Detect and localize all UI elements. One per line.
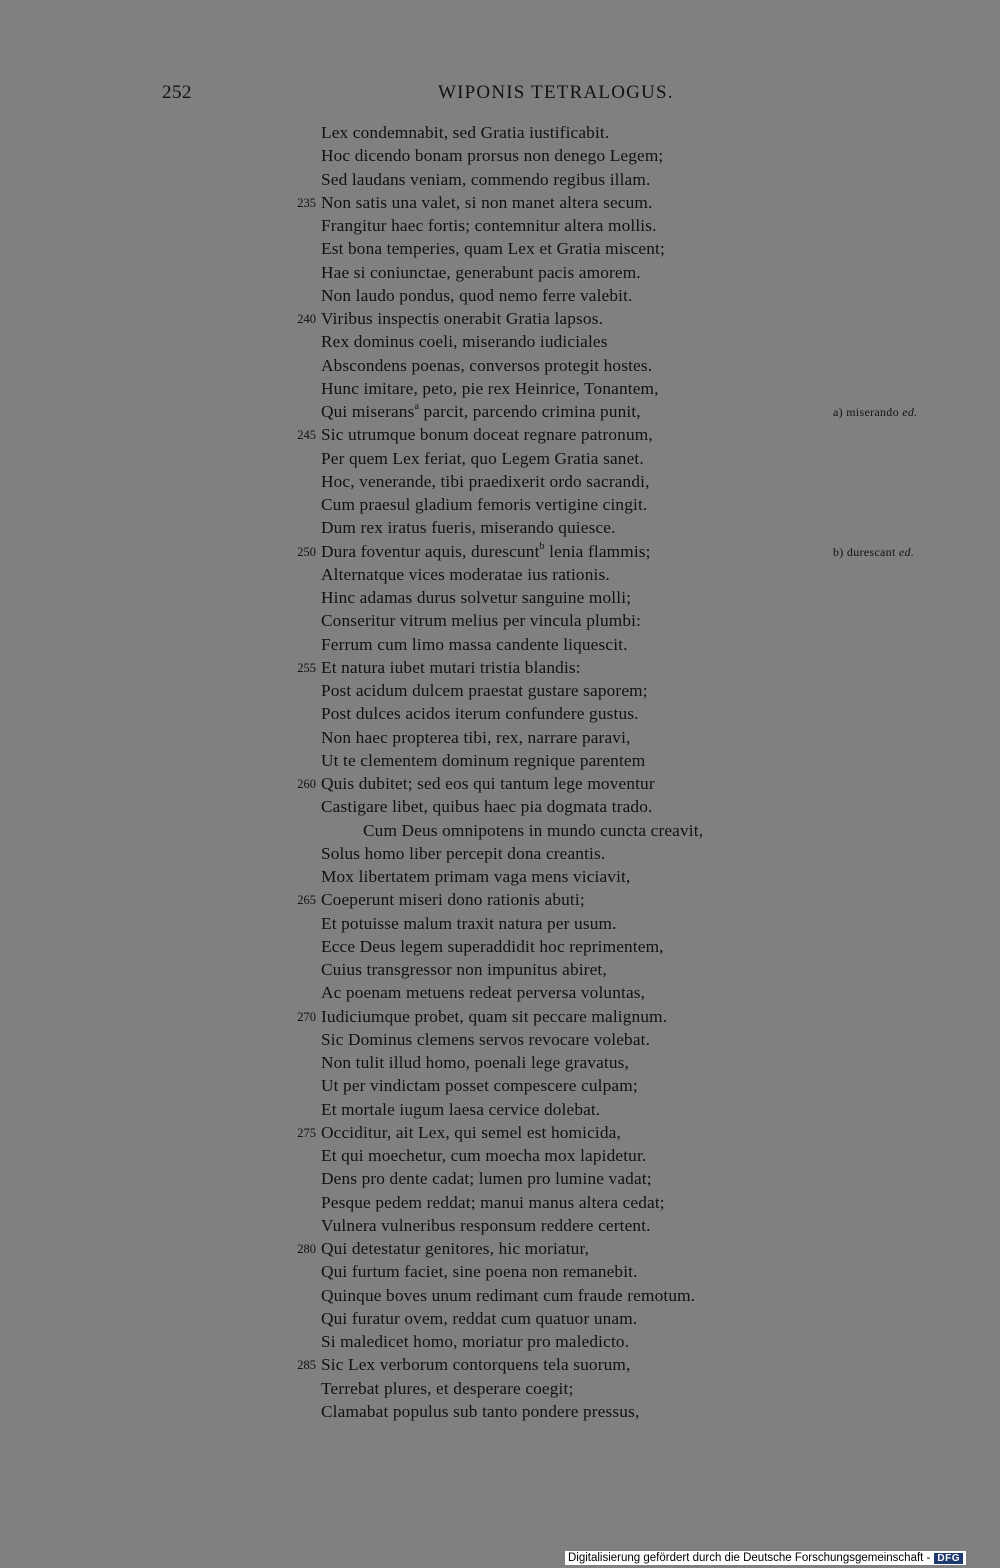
verse-line	[0, 1121, 1000, 1144]
verse-line	[0, 772, 1000, 795]
line-number: 265	[297, 893, 316, 908]
verse-text: Frangitur haec fortis; contemnitur altera mollis.	[321, 216, 657, 235]
verse-text: Hoc dicendo bonam prorsus non denego Legem;	[321, 146, 664, 166]
verse-line	[0, 795, 1000, 818]
line-number: 240	[297, 312, 316, 326]
verse-text: Si maledicet homo, moriatur pro maledicto.	[321, 1332, 630, 1351]
verse-line	[0, 214, 1000, 237]
verse-line	[0, 586, 1000, 609]
verse-text: Sic utrumque bonum doceat regnare patronum,	[321, 425, 653, 445]
footnote	[833, 541, 914, 564]
page-number: 252	[162, 82, 192, 103]
verse-text: Sed laudans veniam, commendo regibus illam.	[321, 169, 651, 189]
verse-text: Cum praesul gladium femoris vertigine cingit.	[321, 495, 648, 514]
verse-line	[0, 656, 1000, 679]
verse-line	[0, 1144, 1000, 1167]
verse-line	[0, 1284, 1000, 1307]
verse-line	[0, 1330, 1000, 1353]
verse-line	[0, 354, 1000, 377]
verse-line	[0, 470, 1000, 493]
verse-text: Occiditur, ait Lex, qui semel est homicida,	[321, 1122, 621, 1142]
verse-text: Est bona temperies, quam Lex et Gratia miscent;	[321, 239, 665, 259]
verse-text: Sic Dominus clemens servos revocare volebat.	[321, 1029, 651, 1049]
verse-line	[0, 1353, 1000, 1376]
verse-line	[0, 563, 1000, 586]
footer-credit	[565, 1551, 966, 1565]
verse-text: Hunc imitare, peto, pie rex Heinrice, Tonantem,	[321, 378, 659, 398]
verse-text: Et potuisse malum traxit natura per usum.	[321, 913, 617, 933]
verse-line	[0, 1167, 1000, 1190]
verse-line	[0, 819, 1000, 842]
verse-line	[0, 912, 1000, 935]
verse-line	[0, 516, 1000, 539]
verse-text: Hinc adamas durus solvetur sanguine molli;	[321, 588, 632, 607]
verse-text: Et natura iubet mutari tristia blandis:	[321, 657, 581, 677]
verse-line	[0, 447, 1000, 470]
verse-line	[0, 377, 1000, 400]
verse-text: Cuius transgressor non impunitus abiret,	[321, 960, 607, 979]
verse-line	[0, 307, 1000, 330]
verse-text: Dens pro dente cadat; lumen pro lumine vadat;	[321, 1169, 652, 1189]
running-title: WIPONIS TETRALOGUS.	[438, 82, 674, 103]
verse-text: Post dulces acidos iterum confundere gustus.	[321, 704, 639, 724]
footer-credit-text: Digitalisierung gefördert durch die Deutsche Forschungsgemeinschaft -	[567, 1552, 931, 1564]
line-number: 275	[297, 1125, 316, 1140]
verse-text: Cum Deus omnipotens in mundo cuncta creavit,	[363, 820, 704, 840]
footnote-source: ed.	[898, 544, 915, 559]
verse-line	[0, 1400, 1000, 1423]
verse-line	[0, 981, 1000, 1004]
footnote-source: ed.	[902, 405, 918, 419]
verse-text: Ut te clementem dominum regnique parentem	[321, 750, 646, 770]
line-number: 250	[297, 544, 316, 559]
verse-text: Qui furatur ovem, reddat cum quatuor unam.	[321, 1308, 638, 1328]
verse-text	[321, 540, 651, 563]
verse-line	[0, 400, 1000, 423]
verse-text: Pesque pedem reddat; manui manus altera cedat;	[321, 1192, 665, 1212]
verse-text-part: parcit, parcendo crimina punit,	[419, 402, 641, 421]
line-number: 270	[297, 1009, 316, 1024]
verse-text: Post acidum dulcem praestat gustare saporem;	[321, 681, 648, 700]
verse-line	[0, 423, 1000, 446]
verse-text: Coeperunt miseri dono rationis abuti;	[321, 890, 585, 910]
verse-line	[0, 1051, 1000, 1074]
verse-line	[0, 958, 1000, 981]
verse-text: Vulnera vulneribus responsum reddere certent.	[321, 1215, 651, 1235]
verse-text	[321, 400, 641, 423]
footnote	[833, 401, 917, 424]
line-number: 255	[297, 660, 316, 675]
verse-text: Dum rex iratus fueris, miserando quiesce.	[321, 518, 616, 538]
verse-line	[0, 284, 1000, 307]
verse-line	[0, 493, 1000, 516]
verse-text: Rex dominus coeli, miserando iudiciales	[321, 332, 608, 352]
verse-line	[0, 540, 1000, 563]
verse-text: Castigare libet, quibus haec pia dogmata trado.	[321, 797, 653, 817]
verse-line	[0, 1074, 1000, 1097]
page-header	[0, 82, 1000, 112]
verse-line	[0, 191, 1000, 214]
verse-text: Alternatque vices moderatae ius rationis.	[321, 564, 610, 584]
line-number: 285	[297, 1358, 316, 1373]
verse-line	[0, 1098, 1000, 1121]
line-number: 260	[297, 777, 316, 791]
footnote-marker: b	[539, 540, 545, 552]
verse-line	[0, 121, 1000, 144]
verse-line	[0, 144, 1000, 167]
verse-text: Lex condemnabit, sed Gratia iustificabit.	[321, 123, 610, 142]
verse-line	[0, 865, 1000, 888]
verse-text-part: Dura foventur aquis, durescunt	[321, 541, 540, 561]
verse-text: Iudiciumque probet, quam sit peccare malignum.	[321, 1006, 668, 1026]
verse-line	[0, 609, 1000, 632]
verse-text: Non tulit illud homo, poenali lege gravatus,	[321, 1053, 630, 1072]
verse-line	[0, 842, 1000, 865]
verse-text: Qui detestatur genitores, hic moriatur,	[321, 1239, 590, 1258]
verse-text: Ac poenam metuens redeat perversa voluntas,	[321, 983, 646, 1003]
verse-line	[0, 330, 1000, 353]
verse-line	[0, 702, 1000, 725]
footnote-label: a) miserando	[833, 405, 899, 419]
verse-text: Qui furtum faciet, sine poena non remanebit.	[321, 1262, 638, 1282]
verse-text: Clamabat populus sub tanto pondere pressus,	[321, 1401, 640, 1421]
verse-text: Quinque boves unum redimant cum fraude remotum.	[321, 1285, 696, 1305]
verse-text: Terrebat plures, et desperare coegit;	[321, 1378, 574, 1398]
verse-line	[0, 1377, 1000, 1400]
verse-line	[0, 633, 1000, 656]
verse-text: Ferrum cum limo massa candente liquescit.	[321, 634, 628, 654]
verse-text: Per quem Lex feriat, quo Legem Gratia sanet.	[321, 448, 644, 468]
verse-text: Sic Lex verborum contorquens tela suorum,	[321, 1355, 631, 1375]
line-number: 235	[297, 195, 316, 210]
verse-line	[0, 749, 1000, 772]
verse-text: Mox libertatem primam vaga mens viciavit,	[321, 867, 631, 886]
verse-text-part: lenia flammis;	[544, 541, 651, 561]
verse-line	[0, 1214, 1000, 1237]
verse-line	[0, 888, 1000, 911]
verse-text: Viribus inspectis onerabit Gratia lapsos.	[321, 309, 604, 328]
verse-text: Non satis una valet, si non manet altera secum.	[321, 192, 653, 212]
verse-text: Hae si coniunctae, generabunt pacis amorem.	[321, 262, 641, 282]
verse-line	[0, 168, 1000, 191]
verse-line	[0, 237, 1000, 260]
verse-block	[0, 121, 1000, 1423]
footnote-marker: a	[414, 401, 420, 413]
verse-text: Et mortale iugum laesa cervice dolebat.	[321, 1099, 601, 1119]
verse-text: Quis dubitet; sed eos qui tantum lege moventur	[321, 774, 655, 793]
verse-text: Non haec propterea tibi, rex, narrare paravi,	[321, 727, 631, 747]
verse-line	[0, 726, 1000, 749]
verse-line	[0, 1237, 1000, 1260]
verse-text: Non laudo pondus, quod nemo ferre valebit.	[321, 285, 633, 305]
footnote-label: b) durescant	[833, 544, 896, 559]
verse-text: Abscondens poenas, conversos protegit hostes.	[321, 355, 653, 375]
verse-text: Solus homo liber percepit dona creantis.	[321, 843, 606, 863]
verse-line	[0, 261, 1000, 284]
dfg-logo: DFG	[934, 1553, 963, 1564]
verse-line	[0, 1260, 1000, 1283]
verse-line	[0, 1028, 1000, 1051]
verse-text: Et qui moechetur, cum moecha mox lapidetur.	[321, 1146, 647, 1165]
verse-line	[0, 1191, 1000, 1214]
line-number: 280	[297, 1242, 316, 1256]
verse-text: Ut per vindictam posset compescere culpam;	[321, 1076, 638, 1096]
line-number: 245	[297, 428, 316, 443]
verse-text-part: Qui miserans	[321, 402, 415, 421]
verse-line	[0, 679, 1000, 702]
verse-line	[0, 935, 1000, 958]
verse-text: Hoc, venerande, tibi praedixerit ordo sacrandi,	[321, 471, 650, 491]
verse-line	[0, 1307, 1000, 1330]
verse-line	[0, 1005, 1000, 1028]
verse-text: Ecce Deus legem superaddidit hoc reprimentem,	[321, 936, 664, 956]
verse-text: Conseritur vitrum melius per vincula plumbi:	[321, 611, 642, 631]
